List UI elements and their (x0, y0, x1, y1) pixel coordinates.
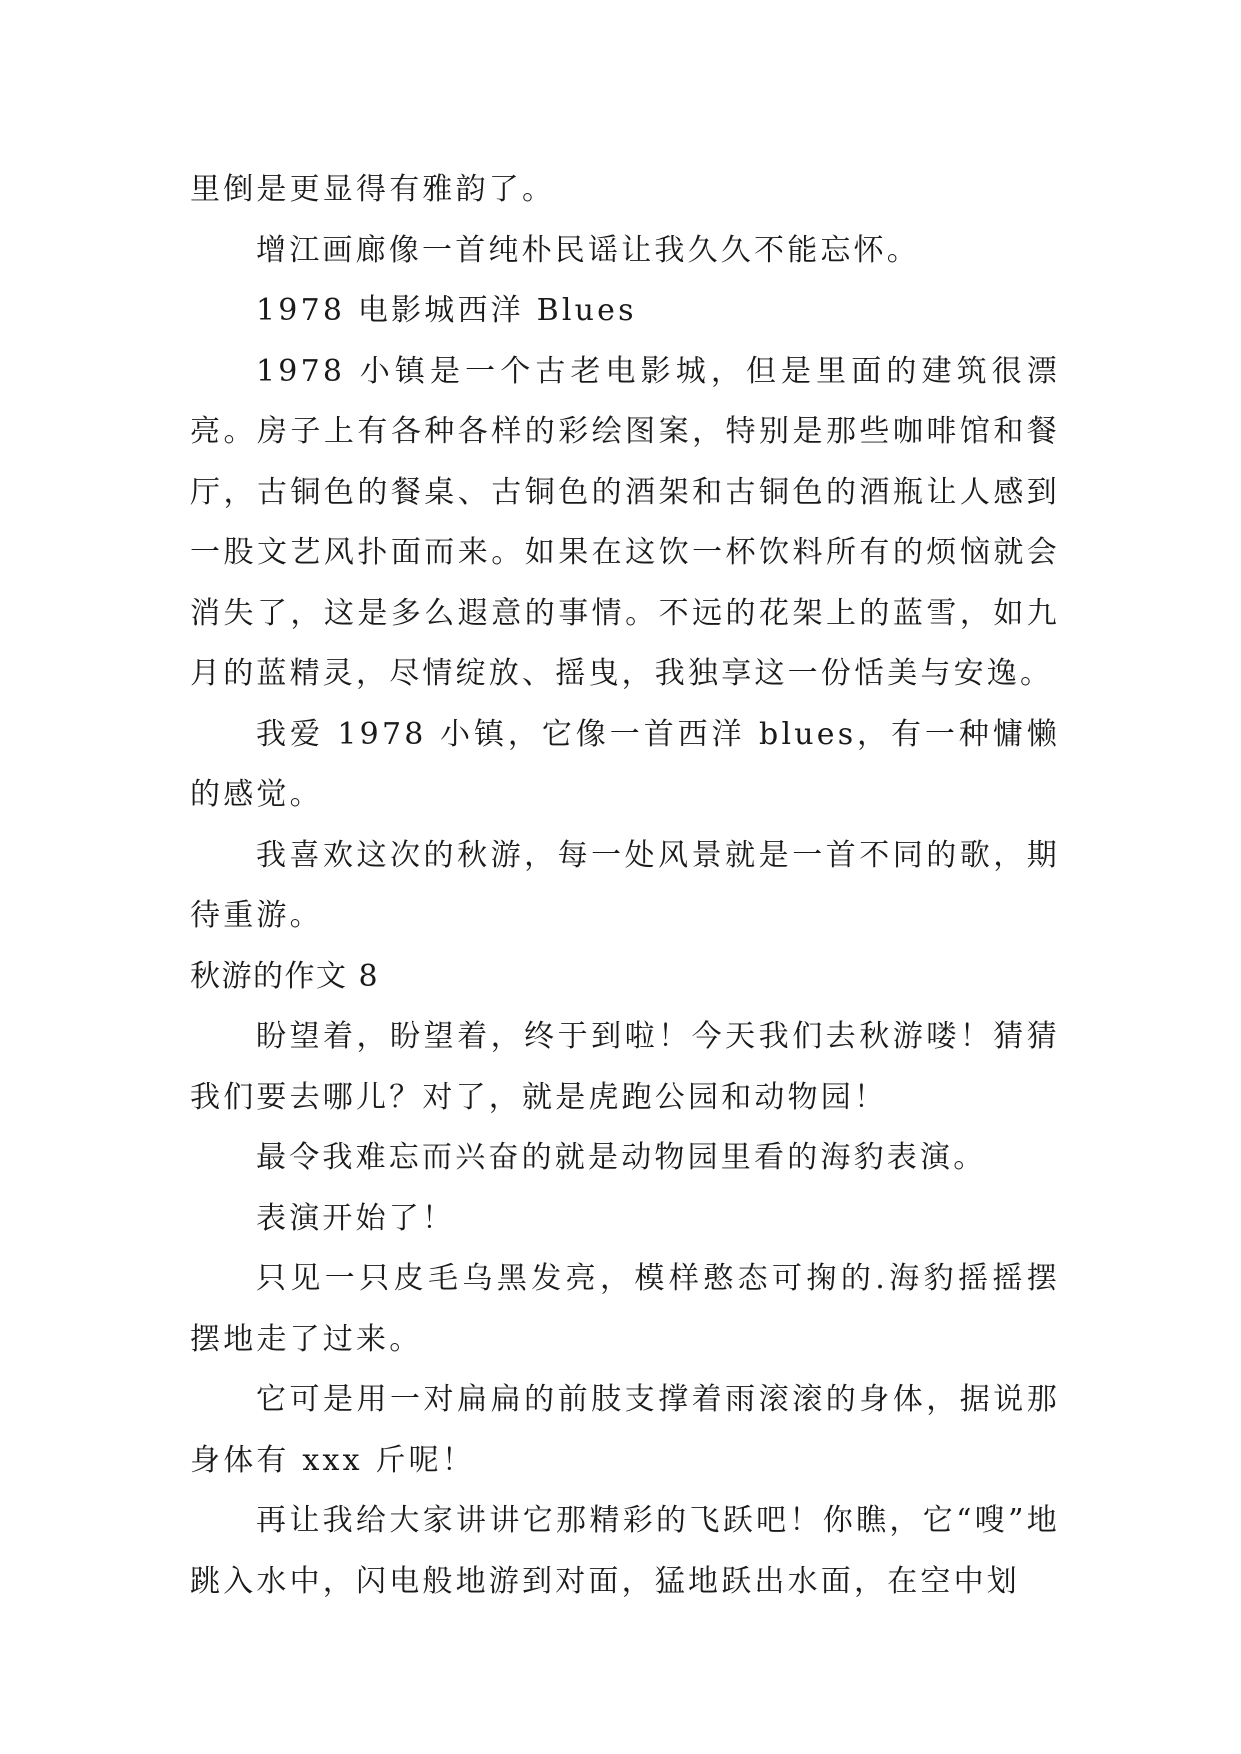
section-title: 秋游的作文 8 (190, 958, 380, 994)
paragraph-continuation: 里倒是更显得有雅韵了。 (190, 172, 556, 207)
paragraph: 表演开始了！ (256, 1200, 456, 1236)
subheading: 1978 电影城西洋 Blues (256, 293, 637, 328)
paragraph: 再让我给大家讲讲它那精彩的飞跃吧！你瞧，它“嗖”地跳入水中，闪电般地游到对面，猛地跃出水面，在空中划 (190, 1503, 1060, 1599)
paragraph: 最令我难忘而兴奋的就是动物园里看的海豹表演。 (256, 1140, 987, 1175)
paragraph: 我喜欢这次的秋游，每一处风景就是一首不同的歌，期待重游。 (190, 837, 1060, 933)
paragraph: 增江画廊像一首纯朴民谣让我久久不能忘怀。 (256, 232, 920, 268)
paragraph: 1978 小镇是一个古老电影城，但是里面的建筑很漂亮。房子上有各种各样的彩绘图案，特别是那些咖啡馆和餐厅，古铜色的餐桌、古铜色的酒架和古铜色的酒瓶让人感到一股文艺风扑面而来。如果在这饮一杯饮料所有的烦恼就会消失了，这是多么遐意的事情。不远的花架上的蓝雪，如九月的蓝精灵，尽情绽放、摇曳，我独享这一份恬美与安逸。 (190, 353, 1060, 691)
document-body (190, 160, 1060, 1612)
paragraph: 我爱 1978 小镇，它像一首西洋 blues，有一种慵懒的感觉。 (190, 716, 1060, 812)
paragraph: 它可是用一对扁扁的前肢支撑着雨滚滚的身体，据说那身体有 xxx 斤呢！ (190, 1382, 1060, 1478)
paragraph: 只见一只皮毛乌黑发亮，模样憨态可掬的.海豹摇摇摆摆地走了过来。 (190, 1261, 1060, 1357)
paragraph: 盼望着，盼望着，终于到啦！今天我们去秋游喽！猜猜我们要去哪儿？对了，就是虎跑公园和动物园！ (190, 1019, 1060, 1115)
